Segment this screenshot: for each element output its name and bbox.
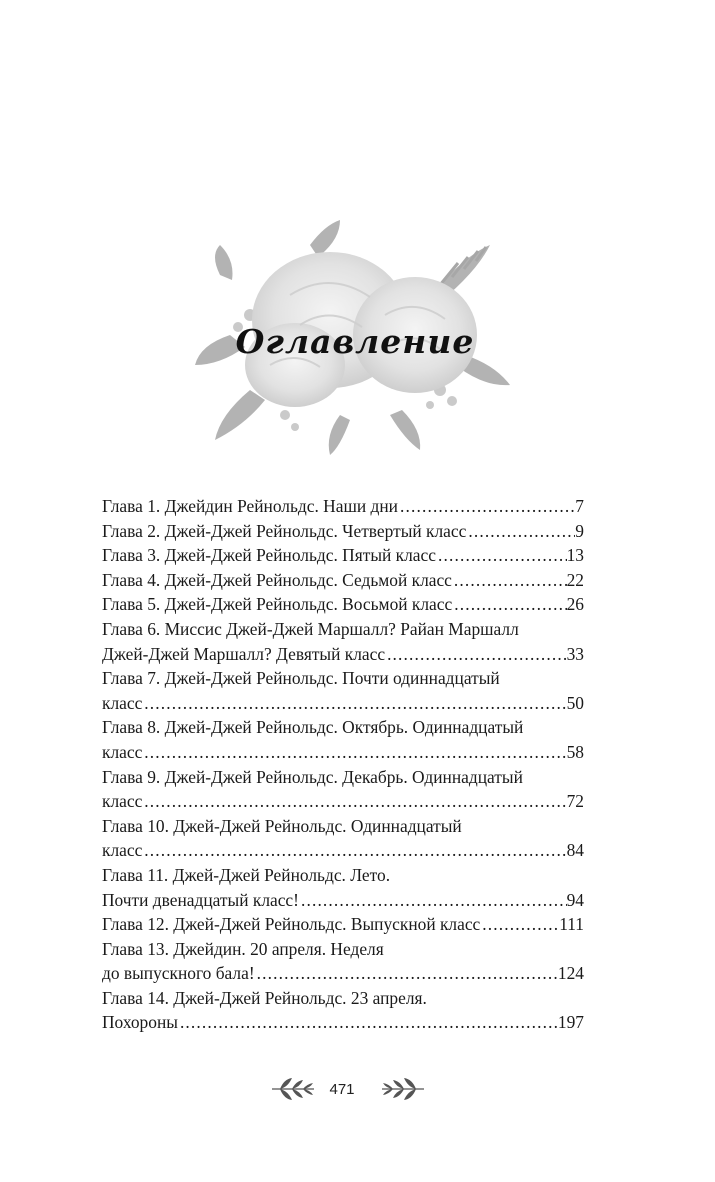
toc-entry-title: класс [102,741,143,762]
toc-entry-title: Глава 13. Джейдин. 20 апреля. Неделя [102,938,384,959]
toc-entry-title: класс [102,791,143,812]
toc-dot-leader [299,888,567,913]
toc-dot-leader [255,961,558,986]
toc-entry-line [102,519,584,544]
toc-entry-line [102,888,584,913]
toc-entry-line [102,592,584,617]
page-number: 471 [329,1081,355,1098]
toc-dot-leader [142,838,566,863]
toc-entry-line [102,543,584,568]
toc-page-number: 111 [559,914,584,935]
toc-entry-line [102,715,584,740]
toc-entry-title: до выпускного бала! [102,963,255,984]
toc-entry-line [102,765,584,790]
toc-page-number: 13 [566,545,584,566]
toc-entry-title: класс [102,692,143,713]
toc-entry-title: Глава 6. Миссис Джей-Джей Маршалл? Райан Маршалл [102,618,519,639]
toc-entry-line [102,1010,584,1035]
table-of-contents [102,494,584,1035]
leaf-sprig-icon [270,1075,316,1103]
toc-dot-leader [398,494,575,519]
toc-entry-title: Глава 5. Джей-Джей Рейнольдс. Восьмой класс [102,594,453,615]
toc-entry-title: Глава 7. Джей-Джей Рейнольдс. Почти одиннадцатый [102,668,500,689]
toc-page-number: 84 [566,840,584,861]
toc-entry-line [102,863,584,888]
page-title: Оглавление [235,322,475,361]
toc-dot-leader [452,568,567,593]
toc-entry-line [102,937,584,962]
toc-entry-line [102,838,584,863]
toc-entry-title: Глава 8. Джей-Джей Рейнольдс. Октябрь. Одиннадцатый [102,717,524,738]
toc-dot-leader [466,519,575,544]
toc-entry-title: Глава 3. Джей-Джей Рейнольдс. Пятый класс [102,545,436,566]
toc-dot-leader [142,691,566,716]
toc-dot-leader [480,912,559,937]
toc-dot-leader [452,592,566,617]
toc-page-number: 197 [557,1012,584,1033]
toc-entry-title: Глава 14. Джей-Джей Рейнольдс. 23 апреля. [102,987,427,1008]
toc-dot-leader [142,740,566,765]
toc-entry-title: класс [102,840,143,861]
toc-entry-line [102,494,584,519]
toc-entry-title: Глава 1. Джейдин Рейнольдс. Наши дни [102,496,398,516]
toc-entry-line [102,814,584,839]
toc-entry-title: Глава 2. Джей-Джей Рейнольдс. Четвертый класс [102,520,467,541]
toc-page-number: 72 [566,791,584,812]
toc-entry-title: Джей-Джей Маршалл? Девятый класс [102,643,386,664]
toc-page-number: 124 [557,963,584,984]
toc-dot-leader [142,789,566,814]
toc-entry-title: Глава 11. Джей-Джей Рейнольдс. Лето. [102,864,391,885]
toc-page-number: 50 [566,692,584,713]
toc-entry-title: Глава 12. Джей-Джей Рейнольдс. Выпускной класс [102,914,481,935]
toc-page-number: 58 [566,741,584,762]
leaf-sprig-icon [380,1075,426,1103]
toc-entry-title: Глава 4. Джей-Джей Рейнольдс. Седьмой класс [102,569,452,590]
toc-entry-line [102,961,584,986]
toc-entry-line [102,617,584,642]
toc-entry-line [102,740,584,765]
toc-page-number: 22 [566,569,584,590]
toc-entry-line [102,642,584,667]
toc-page-number: 26 [566,594,584,615]
toc-entry-line [102,666,584,691]
toc-entry-title: Почти двенадцатый класс! [102,889,299,910]
toc-page-number: 33 [566,643,584,664]
toc-entry-line [102,568,584,593]
toc-dot-leader [178,1010,558,1035]
toc-entry-line [102,912,584,937]
toc-page-number: 7 [575,496,584,516]
page-footer [0,1075,715,1105]
toc-entry-line [102,691,584,716]
toc-entry-title: Глава 10. Джей-Джей Рейнольдс. Одиннадцатый [102,815,462,836]
toc-dot-leader [385,642,567,667]
toc-entry-title: Похороны [102,1012,178,1033]
toc-entry-title: Глава 9. Джей-Джей Рейнольдс. Декабрь. Одиннадцатый [102,766,523,787]
toc-page-number: 9 [575,520,584,541]
toc-entry-line [102,986,584,1011]
toc-dot-leader [436,543,567,568]
toc-page-number: 94 [566,889,584,910]
toc-entry-line [102,789,584,814]
